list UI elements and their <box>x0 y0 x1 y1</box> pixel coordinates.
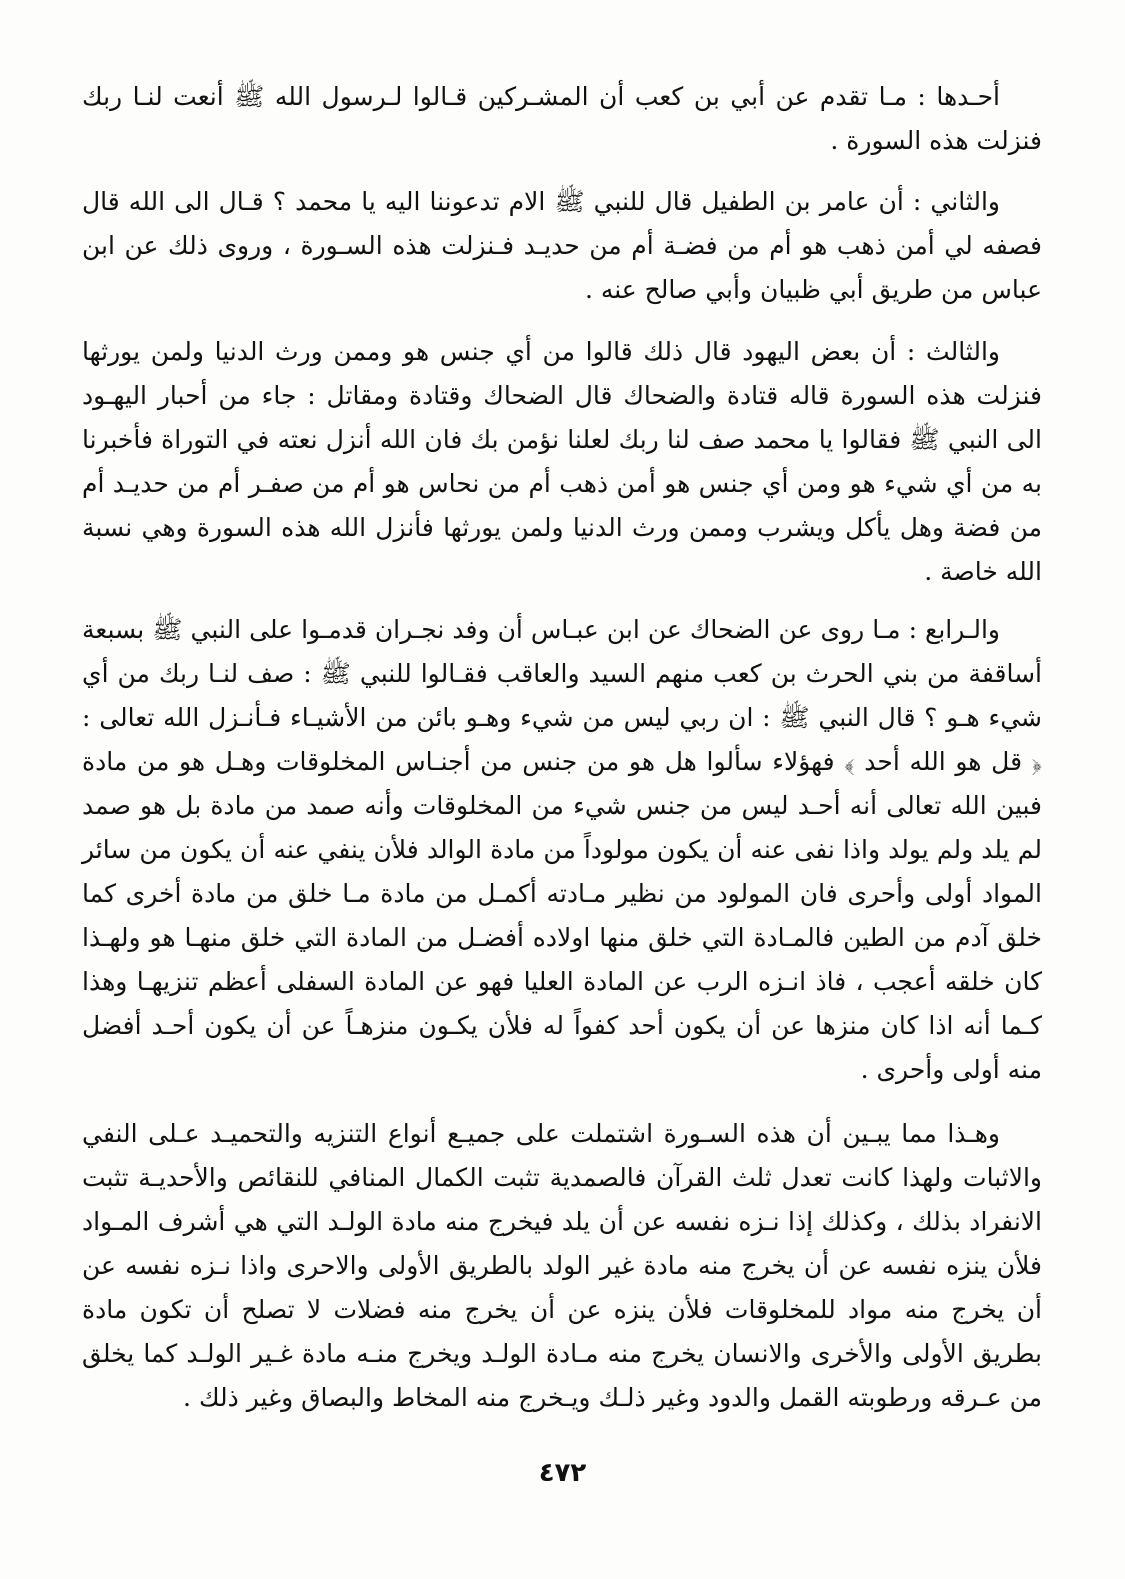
paragraph-text: أحـدها : مـا تقدم عن أبي بن كعب أن المشـركين قـالوا لـرسول الله ﷺ أنعت لنـا ربك فنزلت هذه السورة . <box>82 82 1042 155</box>
paragraph-text: والـرابع : مـا روى عن الضحاك عن ابن عبـاس أن وفد نجـران قدمـوا على النبي ﷺ بسبعة أساقفة من بني الحرث بن كعب منهم السيد والعاقب فقـالوا للنبي ﷺ : صف لنـا ربك من أي شيء هـو ؟ قال النبي ﷺ : ان ربي ليس من شيء وهـو بائن من الأشيـاء فـأنـزل الله تعالى : ﴿ قل هو الله أحد ﴾ فهؤلاء سألوا هل هو من جنس من أجنـاس المخلوقات وهـل هو من مادة فبين الله تعالى أنه أحـد ليس من جنس شيء من المخلوقات وأنه صمد من مادة بل هو صمد لم يلد ولم يولد واذا نفى عنه أن يكون مولوداً من مادة الوالد فلأن ينفي عنه أن يكون من سائر المواد أولى وأحرى فان المولود من نظير مـادته أكمـل من مادة مـا خلق من مادة أخرى كما خلق آدم من الطين فالمـادة التي خلق منها اولاده أفضـل من المادة التي خلق منهـا هو ولهـذا كان خلقه أعجب ، فاذ انـزه الرب عن المادة العليا فهو عن المادة السفلى أعظم تنزيهـا وهذا كـما أنه اذا كان منزها عن أن يكون أحد كفواً له فلأن يكـون منزهـاً عن أن يكون أحـد أفضل منه أولى وأحرى . <box>82 615 1042 1084</box>
paragraph-first-reason <box>82 75 1042 163</box>
paragraph-conclusion <box>82 1112 1042 1420</box>
paragraph-fourth-reason <box>82 608 1042 1092</box>
paragraph-text: والثاني : أن عامر بن الطفيل قال للنبي ﷺ الام تدعوننا اليه يا محمد ؟ قـال الى الله قال فصفه لي أمن ذهب هو أم من فضـة أم من حديـد فـنزلت هذه السـورة ، وروى ذلك عن ابن عباس من طريق أبي ظبيان وأبي صالح عنه . <box>82 187 1042 304</box>
page-number: ٤٧٢ <box>538 1458 587 1488</box>
paragraph-text: وهـذا مما يبـين أن هذه السـورة اشتملت على جميـع أنواع التنزيه والتحميـد عـلى النفي والاثبات ولهذا كانت تعدل ثلث القرآن فالصمدية تثبت الكمال المنافي للنقائص والأحديـة تثبت الانفراد بذلك ، وكذلك إذا نـزه نفسه عن أن يلد فيخرج منه مادة الولـد التي هي أشرف المـواد فلأن ينزه نفسه عن أن يخرج منه مادة غير الولد بالطريق الأولى والاحرى واذا نـزه نفسه عن أن يخرج منه مواد للمخلوقات فلأن ينزه عن أن يخرج منه فضلات لا تصلح أن تكون مادة بطريق الأولى والأخرى والانسان يخرج منه مـادة الولـد ويخرج منـه مادة غـير الولـد كما يخلق من عـرقه ورطوبته القمل والدود وغير ذلـك ويـخرج منه المخاط والبصاق وغير ذلك . <box>82 1119 1042 1412</box>
paragraph-third-reason <box>82 330 1042 594</box>
paragraph-second-reason <box>82 180 1042 312</box>
paragraph-text: والثالث : أن بعض اليهود قال ذلك قالوا من أي جنس هو وممن ورث الدنيا ولمن يورثها فنزلت هذه السورة قاله قتادة والضحاك قال الضحاك وقتادة ومقاتل : جاء من أحبار اليهـود الى النبي ﷺ فقالوا يا محمد صف لنا ربك لعلنا نؤمن بك فان الله أنزل نعته في التوراة فأخبرنا به من أي شيء هو ومن أي جنس هو أمن ذهب أم من نحاس هو أم من صفـر أم من حديـد أم من فضة وهل يأكل ويشرب وممن ورث الدنيا ولمن يورثها فأنزل الله هذه السورة وهي نسبة الله خاصة . <box>82 337 1042 586</box>
